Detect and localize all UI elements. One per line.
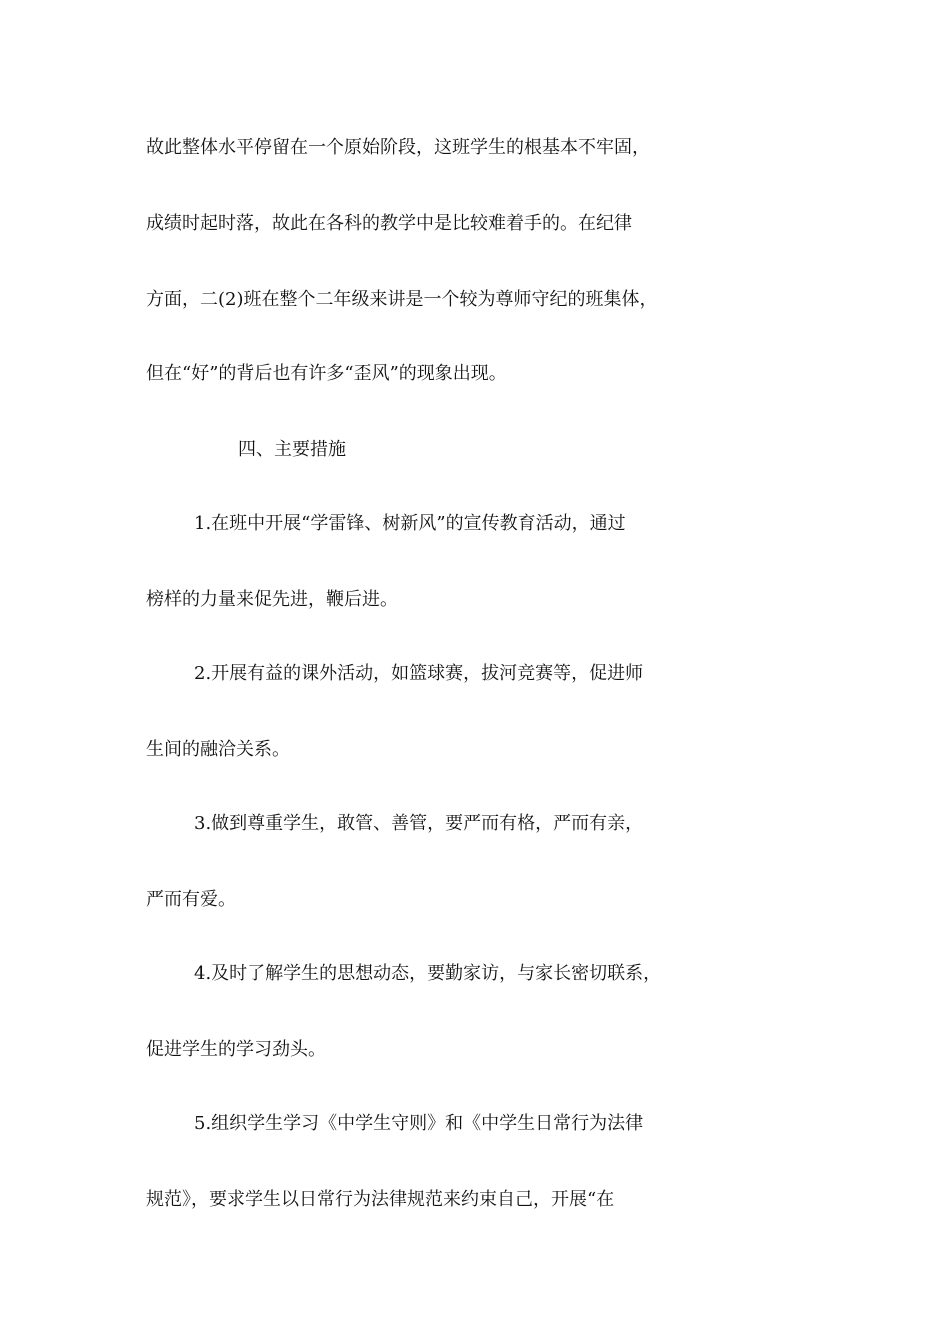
paragraph-line: 成绩时起时落，故此在各科的教学中是比较难着手的。在纪律 bbox=[146, 213, 632, 234]
paragraph-line: 方面，二(2)班在整个二年级来讲是一个较为尊师守纪的班集体， bbox=[146, 289, 658, 310]
list-item-5-line-2: 规范》，要求学生以日常行为法律规范来约束自己，开展“在 bbox=[146, 1189, 615, 1210]
section-heading: 四、主要措施 bbox=[238, 439, 346, 460]
list-item-5-line-1: 5.组织学生学习《中学生守则》和《中学生日常行为法律 bbox=[194, 1113, 644, 1134]
list-item-4-line-1: 4.及时了解学生的思想动态，要勤家访，与家长密切联系， bbox=[194, 963, 662, 984]
list-item-3-line-2: 严而有爱。 bbox=[146, 889, 236, 910]
list-item-2-line-1: 2.开展有益的课外活动，如篮球赛，拔河竞赛等，促进师 bbox=[194, 663, 644, 684]
paragraph-line: 故此整体水平停留在一个原始阶段，这班学生的根基本不牢固， bbox=[146, 137, 650, 158]
list-item-1-line-2: 榜样的力量来促先进，鞭后进。 bbox=[146, 589, 398, 610]
list-item-1-line-1: 1.在班中开展“学雷锋、树新风”的宣传教育活动，通过 bbox=[194, 513, 626, 534]
paragraph-line: 但在“好”的背后也有许多“歪风”的现象出现。 bbox=[146, 363, 507, 384]
list-item-3-line-1: 3.做到尊重学生，敢管、善管，要严而有格，严而有亲， bbox=[194, 813, 644, 834]
list-item-4-line-2: 促进学生的学习劲头。 bbox=[146, 1039, 326, 1060]
list-item-2-line-2: 生间的融洽关系。 bbox=[146, 739, 290, 760]
